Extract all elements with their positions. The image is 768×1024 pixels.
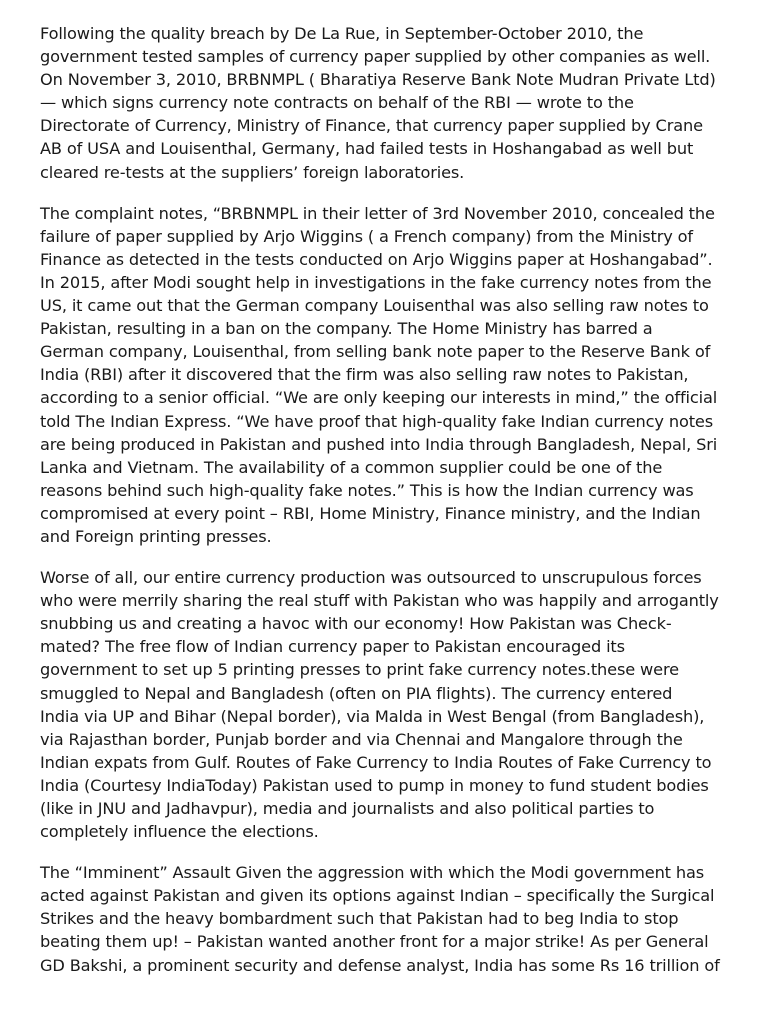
paragraph <box>40 202 740 548</box>
text-line: Indian expats from Gulf. Routes of Fake Currency to India Routes of Fake Currency to <box>40 752 712 772</box>
text-line: completely influence the elections. <box>40 822 319 842</box>
paragraph <box>40 861 740 976</box>
text-line: (like in JNU and Jadhavpur), media and journalists and also political parties to <box>40 799 655 818</box>
text-line: On November 3, 2010, BRBNMPL ( Bharatiya Reserve Bank Note Mudran Private Ltd) <box>40 70 716 90</box>
text-line: Worse of all, our entire currency production was outsourced to unscrupulous forces <box>40 568 702 588</box>
text-line: The complaint notes, “BRBNMPL in their letter of 3rd November 2010, concealed the <box>40 203 715 223</box>
text-line: Pakistan, resulting in a ban on the company. The Home Ministry has barred a <box>40 319 653 339</box>
text-line: smuggled to Nepal and Bangladesh (often on PIA flights). The currency entered <box>40 683 673 703</box>
text-line: cleared re-tests at the suppliers’ foreign laboratories. <box>40 162 465 182</box>
text-line: India (Courtesy IndiaToday) Pakistan used to pump in money to fund student bodies <box>40 775 709 795</box>
text-line: Finance as detected in the tests conducted on Arjo Wiggins paper at Hoshangabad”. <box>40 249 713 269</box>
paragraph <box>40 566 740 843</box>
article-body <box>40 22 740 995</box>
text-line: Directorate of Currency, Ministry of Finance, that currency paper supplied by Crane <box>40 116 703 136</box>
text-line: Strikes and the heavy bombardment such that Pakistan had to beg India to stop <box>40 909 679 929</box>
text-line: German company, Louisenthal, from selling bank note paper to the Reserve Bank of <box>40 342 711 362</box>
text-line: AB of USA and Louisenthal, Germany, had failed tests in Hoshangabad as well but <box>40 139 694 159</box>
paragraph <box>40 22 740 184</box>
text-line: mated? The free flow of Indian currency paper to Pakistan encouraged its <box>40 637 625 657</box>
text-line: India (RBI) after it discovered that the firm was also selling raw notes to Pakistan, <box>40 365 689 385</box>
text-line: India via UP and Bihar (Nepal border), via Malda in West Bengal (from Bangladesh), <box>40 706 705 726</box>
text-line: Following the quality breach by De La Rue, in September-October 2010, the <box>40 24 644 43</box>
text-line: beating them up! – Pakistan wanted another front for a major strike! As per General <box>40 932 709 952</box>
text-line: compromised at every point – RBI, Home Ministry, Finance ministry, and the Indian <box>40 503 701 523</box>
text-line: who were merrily sharing the real stuff with Pakistan who was happily and arrogantly <box>40 591 719 611</box>
text-line: GD Bakshi, a prominent security and defense analyst, India has some Rs 16 trillion of <box>40 955 720 975</box>
text-line: acted against Pakistan and given its options against Indian – specifically the Surgical <box>40 886 715 906</box>
text-line: failure of paper supplied by Arjo Wiggins ( a French company) from the Ministry of <box>40 226 693 246</box>
text-line: told The Indian Express. “We have proof that high-quality fake Indian currency notes <box>40 411 713 431</box>
text-line: The “Imminent” Assault Given the aggression with which the Modi government has <box>40 863 705 883</box>
text-line: government to set up 5 printing presses to print fake currency notes.these were <box>40 660 679 680</box>
text-line: are being produced in Pakistan and pushed into India through Bangladesh, Nepal, Sri <box>40 434 718 454</box>
text-line: via Rajasthan border, Punjab border and via Chennai and Mangalore through the <box>40 729 683 749</box>
text-line: US, it came out that the German company Louisenthal was also selling raw notes to <box>40 296 709 316</box>
text-line: Lanka and Vietnam. The availability of a common supplier could be one of the <box>40 457 663 477</box>
text-line: government tested samples of currency paper supplied by other companies as well. <box>40 47 711 67</box>
text-line: and Foreign printing presses. <box>40 526 272 546</box>
text-line: snubbing us and creating a havoc with our economy! How Pakistan was Check- <box>40 614 672 634</box>
text-line: reasons behind such high-quality fake notes.” This is how the Indian currency was <box>40 480 694 500</box>
text-line: In 2015, after Modi sought help in investigations in the fake currency notes from the <box>40 272 712 292</box>
text-line: according to a senior official. “We are only keeping our interests in mind,” the official <box>40 388 718 408</box>
text-line: — which signs currency note contracts on behalf of the RBI — wrote to the <box>40 93 634 113</box>
